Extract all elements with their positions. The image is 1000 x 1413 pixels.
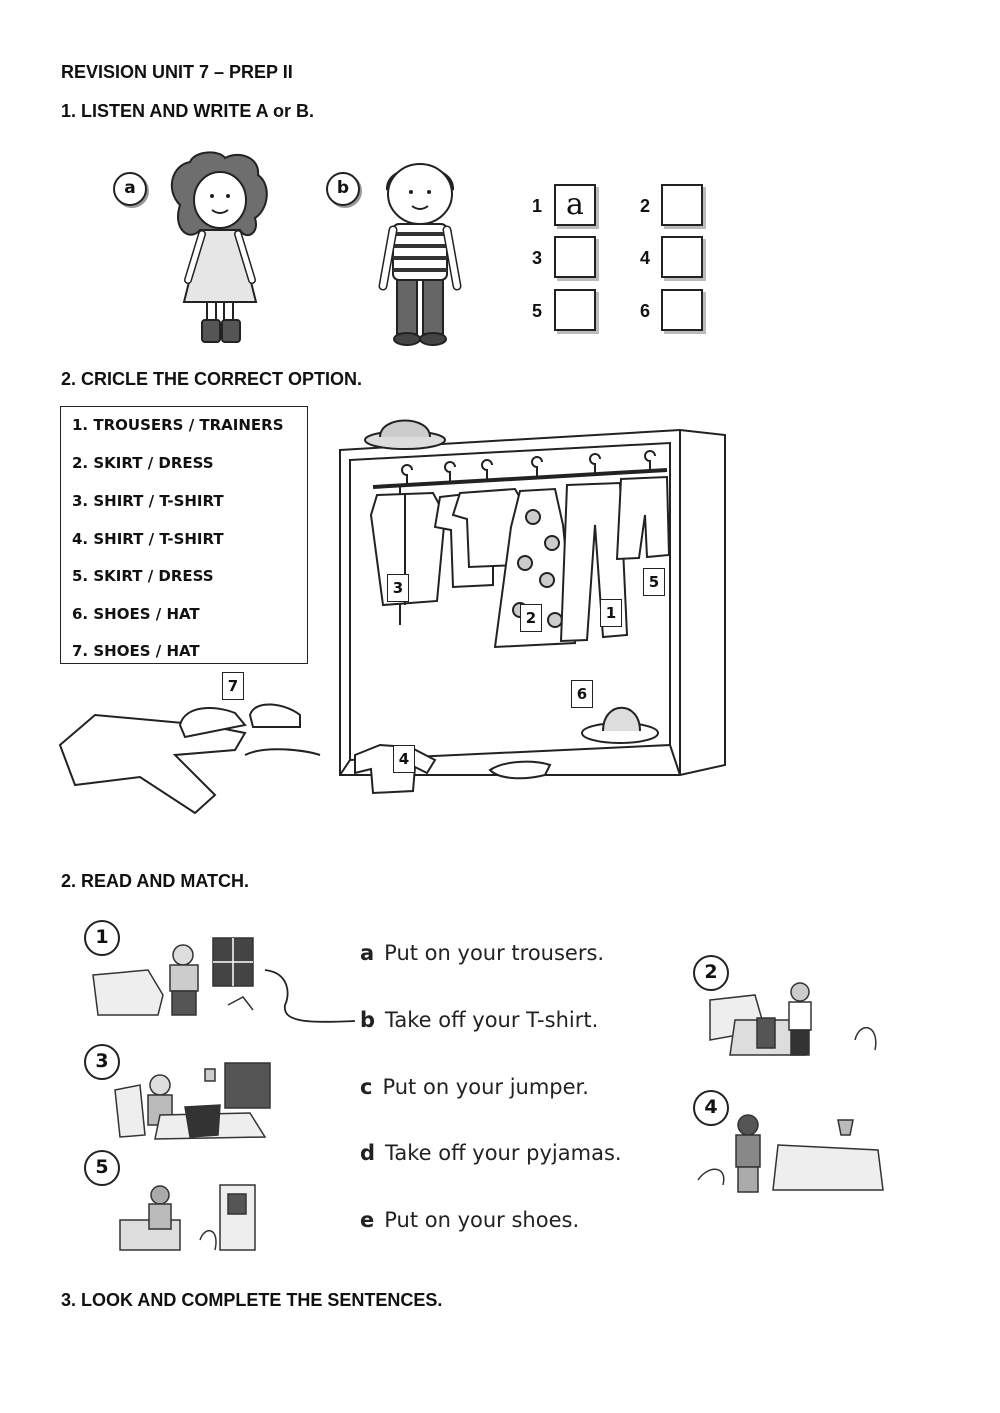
bedroom-scene-illustration bbox=[705, 980, 890, 1060]
answer-box[interactable] bbox=[661, 236, 703, 278]
picture-label: 4 bbox=[393, 745, 415, 773]
option-item[interactable]: 6. SHOES / HAT bbox=[72, 605, 200, 623]
section2-heading: 2. CRICLE THE CORRECT OPTION. bbox=[61, 369, 363, 389]
section3-heading: 2. READ AND MATCH. bbox=[61, 871, 249, 891]
sentence-letter: a bbox=[360, 941, 375, 965]
picture-number: 3 bbox=[84, 1044, 120, 1080]
sentence-letter: b bbox=[360, 1008, 376, 1032]
sentence-text: Take off your pyjamas. bbox=[385, 1141, 622, 1165]
picture-label: 5 bbox=[643, 568, 665, 596]
boy-in-striped-shirt-illustration bbox=[365, 150, 475, 350]
answer-number: 2 bbox=[640, 196, 651, 216]
options-list bbox=[60, 406, 308, 664]
option-item[interactable]: 1. TROUSERS / TRAINERS bbox=[72, 416, 284, 434]
sentence-text: Take off your T-shirt. bbox=[385, 1008, 599, 1032]
option-item[interactable]: 5. SKIRT / DRESS bbox=[72, 567, 214, 585]
match-sentence bbox=[360, 941, 604, 965]
bedroom-scene-illustration bbox=[105, 1180, 280, 1255]
picture-number: 1 bbox=[84, 920, 120, 956]
match-sentence bbox=[360, 1208, 579, 1232]
girl-in-dress-illustration bbox=[160, 150, 280, 350]
answer-number: 4 bbox=[640, 248, 651, 268]
picture-label: 7 bbox=[222, 672, 244, 700]
character-b-label: b bbox=[326, 172, 360, 206]
sentence-letter: c bbox=[360, 1075, 373, 1099]
match-sentence bbox=[360, 1075, 589, 1099]
option-item[interactable]: 2. SKIRT / DRESS bbox=[72, 454, 214, 472]
sentence-text: Put on your jumper. bbox=[382, 1075, 589, 1099]
answer-number: 6 bbox=[640, 301, 651, 321]
match-sentence bbox=[360, 1141, 622, 1165]
answer-box[interactable] bbox=[554, 289, 596, 331]
picture-label: 1 bbox=[600, 599, 622, 627]
picture-label: 3 bbox=[387, 574, 409, 602]
answer-box[interactable]: a bbox=[554, 184, 596, 226]
picture-label: 6 bbox=[571, 680, 593, 708]
answer-number: 1 bbox=[532, 196, 543, 216]
option-item[interactable]: 7. SHOES / HAT bbox=[72, 642, 200, 660]
answer-box[interactable] bbox=[661, 289, 703, 331]
answer-box[interactable] bbox=[554, 236, 596, 278]
picture-number: 2 bbox=[693, 955, 729, 991]
answer-number: 5 bbox=[532, 301, 543, 321]
worksheet-title: REVISION UNIT 7 – PREP II bbox=[61, 62, 293, 82]
section1-heading: 1. LISTEN AND WRITE A or B. bbox=[61, 101, 315, 121]
answer-box[interactable] bbox=[661, 184, 703, 226]
match-sentence bbox=[360, 1008, 598, 1032]
match-line bbox=[260, 965, 360, 1030]
option-item[interactable]: 3. SHIRT / T-SHIRT bbox=[72, 492, 224, 510]
sentence-letter: e bbox=[360, 1208, 375, 1232]
sentence-letter: d bbox=[360, 1141, 376, 1165]
sentence-text: Put on your shoes. bbox=[384, 1208, 580, 1232]
picture-number: 4 bbox=[693, 1090, 729, 1126]
section4-heading: 3. LOOK AND COMPLETE THE SENTENCES. bbox=[61, 1290, 443, 1310]
answer-number: 3 bbox=[532, 248, 543, 268]
option-item[interactable]: 4. SHIRT / T-SHIRT bbox=[72, 530, 224, 548]
character-a-label: a bbox=[113, 172, 147, 206]
bedroom-scene-illustration bbox=[100, 1055, 280, 1145]
picture-label: 2 bbox=[520, 604, 542, 632]
sentence-text: Put on your trousers. bbox=[384, 941, 605, 965]
picture-number: 5 bbox=[84, 1150, 120, 1186]
